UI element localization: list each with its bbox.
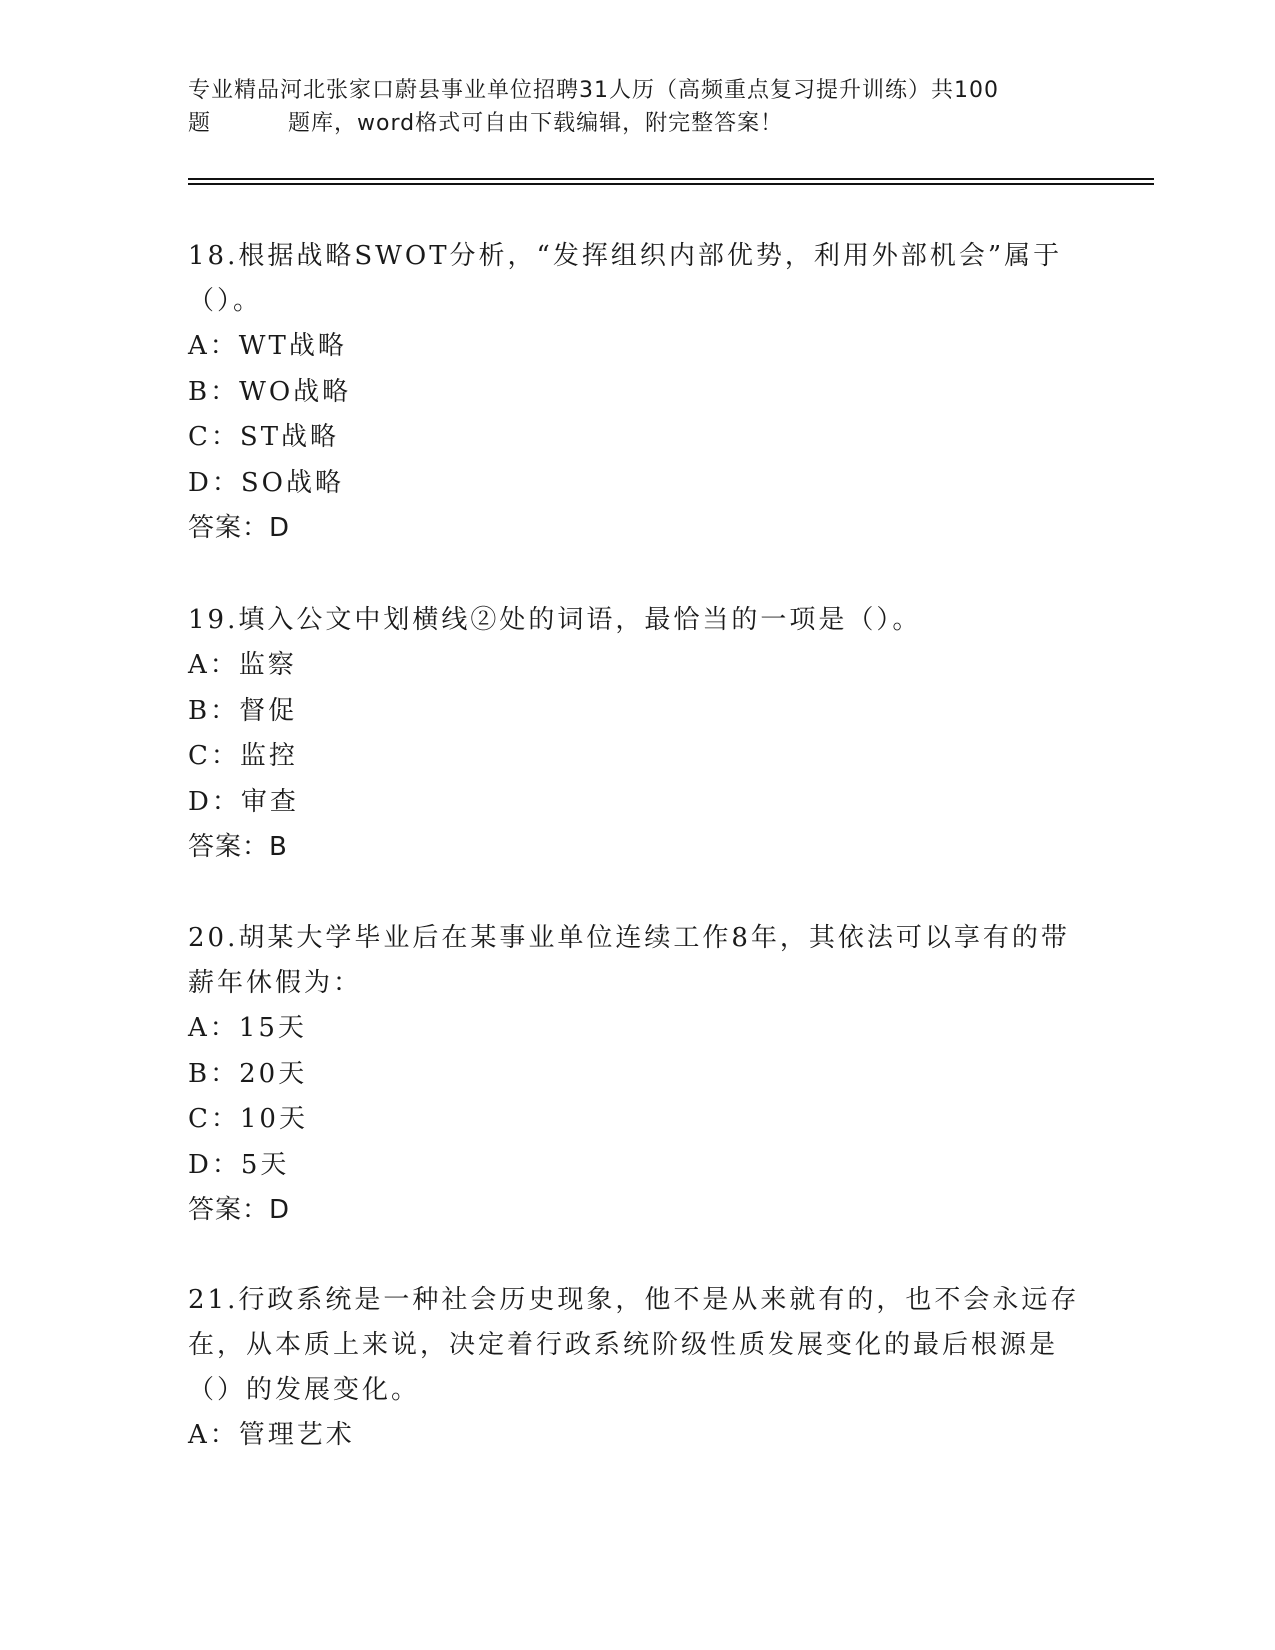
question-stem: 20.胡某大学毕业后在某事业单位连续工作8年，其依法可以享有的带薪年休假为： — [188, 923, 1070, 998]
option-d: D：SO战略 — [188, 467, 344, 498]
answer-line: 答案：B — [188, 832, 288, 862]
option-d: D：5天 — [188, 1149, 290, 1180]
header-title-line2-right: 题库，word格式可自由下载编辑，附完整答案！ — [288, 111, 784, 136]
option-b: B：WO战略 — [188, 376, 352, 407]
option-a: A：15天 — [188, 1013, 307, 1043]
answer-line: 答案：D — [188, 1195, 291, 1225]
option-c: C：ST战略 — [188, 422, 340, 452]
option-b: B：20天 — [188, 1058, 308, 1089]
option-b: B：督促 — [188, 695, 298, 726]
question-20 — [188, 916, 1088, 1233]
option-a: A：WT战略 — [188, 331, 347, 361]
option-c: C：监控 — [188, 741, 298, 771]
option-a: A：管理艺术 — [188, 1420, 355, 1450]
header-divider-bottom — [188, 183, 1154, 185]
header-title-line2-left: 题 — [188, 111, 212, 136]
option-c: C：10天 — [188, 1104, 308, 1134]
answer-line: 答案：D — [188, 513, 291, 543]
question-stem: 18.根据战略SWOT分析，“发挥组织内部优势，利用外部机会”属于（）。 — [188, 241, 1063, 316]
question-stem: 21.行政系统是一种社会历史现象，他不是从来就有的，也不会永远存在，从本质上来说，决定着行政系统阶级性质发展变化的最后根源是（）的发展变化。 — [188, 1285, 1080, 1405]
header-title-line1: 专业精品河北张家口蔚县事业单位招聘31人历（高频重点复习提升训练）共100 — [188, 78, 999, 103]
document-header — [188, 74, 1068, 140]
question-21 — [188, 1278, 1088, 1459]
header-divider-top — [188, 178, 1154, 180]
question-stem: 19.填入公文中划横线②处的词语，最恰当的一项是（）。 — [188, 605, 922, 635]
question-19 — [188, 598, 1088, 870]
question-18 — [188, 234, 1088, 551]
option-a: A：监察 — [188, 650, 297, 680]
header-title-line2 — [188, 107, 1068, 140]
option-d: D：审查 — [188, 786, 299, 817]
